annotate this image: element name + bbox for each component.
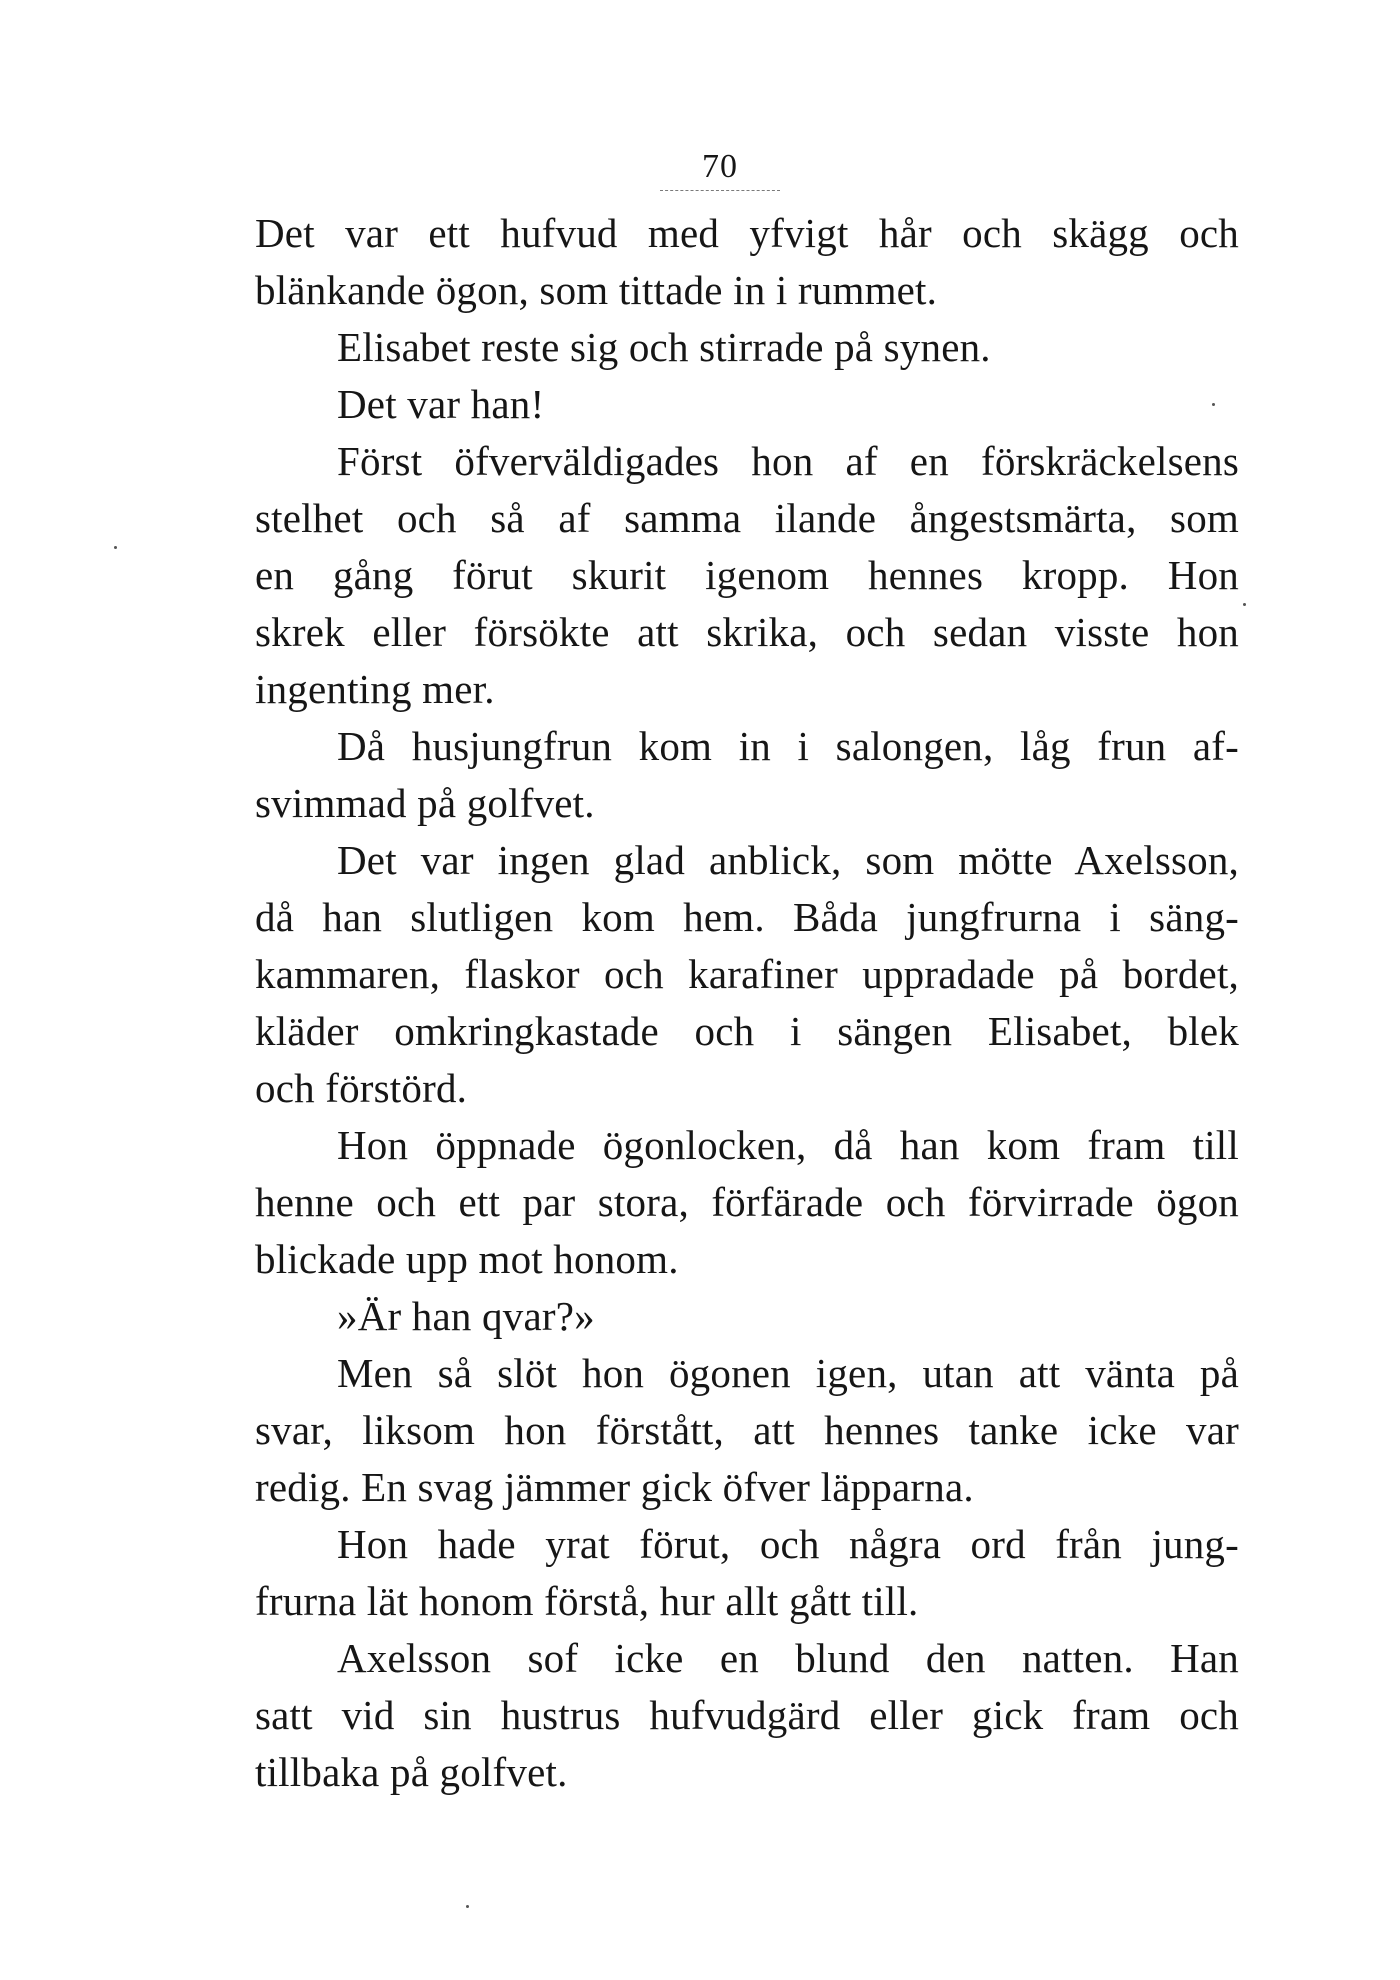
text-line: »Är han qvar?»: [337, 1293, 595, 1339]
text-line: Axelsson sof icke en blund den natten. Han: [337, 1635, 1239, 1681]
text-line: redig. En svag jämmer gick öfver läpparna.: [255, 1464, 974, 1510]
page-number: 70: [660, 150, 780, 191]
text-line: blickade upp mot honom.: [255, 1236, 679, 1282]
text-line: Hon öppnade ögonlocken, då han kom fram till: [337, 1122, 1239, 1168]
scan-speck: [114, 546, 117, 549]
text-line: Det var han!: [337, 381, 545, 427]
text-line: en gång förut skurit igenom hennes kropp. Hon: [255, 552, 1239, 598]
text-line: Det var ett hufvud med yfvigt hår och skägg och: [255, 210, 1239, 256]
text-line: Elisabet reste sig och stirrade på synen.: [337, 324, 991, 370]
scan-speck: [1212, 403, 1215, 406]
text-line: Hon hade yrat förut, och några ord från jung-: [337, 1521, 1239, 1567]
text-line: skrek eller försökte att skrika, och sedan visste hon: [255, 609, 1239, 655]
text-line: och förstörd.: [255, 1065, 468, 1111]
text-line: Först öfverväldigades hon af en förskräckelsens: [337, 438, 1239, 484]
text-line: Då husjungfrun kom in i salongen, låg frun af-: [337, 723, 1239, 769]
text-line: ingenting mer.: [255, 666, 495, 712]
text-line: satt vid sin hustrus hufvudgärd eller gick fram och: [255, 1692, 1239, 1738]
text-line: då han slutligen kom hem. Båda jungfrurna i säng-: [255, 894, 1239, 940]
text-line: stelhet och så af samma ilande ångestsmärta, som: [255, 495, 1239, 541]
body-text: [255, 205, 1239, 1801]
scan-speck: [466, 1905, 469, 1908]
text-line: blänkande ögon, som tittade in i rummet.: [255, 267, 938, 313]
text-line: tillbaka på golfvet.: [255, 1749, 568, 1795]
text-line: svimmad på golfvet.: [255, 780, 595, 826]
text-line: svar, liksom hon förstått, att hennes tanke icke var: [255, 1407, 1239, 1453]
text-line: frurna lät honom förstå, hur allt gått till.: [255, 1578, 919, 1624]
text-line: kammaren, flaskor och karafiner uppradade på bordet,: [255, 951, 1239, 997]
text-line: Det var ingen glad anblick, som mötte Axelsson,: [337, 837, 1239, 883]
scan-speck: [1243, 603, 1246, 606]
text-line: henne och ett par stora, förfärade och förvirrade ögon: [255, 1179, 1239, 1225]
text-line: kläder omkringkastade och i sängen Elisabet, blek: [255, 1008, 1239, 1054]
text-line: Men så slöt hon ögonen igen, utan att vänta på: [337, 1350, 1239, 1396]
